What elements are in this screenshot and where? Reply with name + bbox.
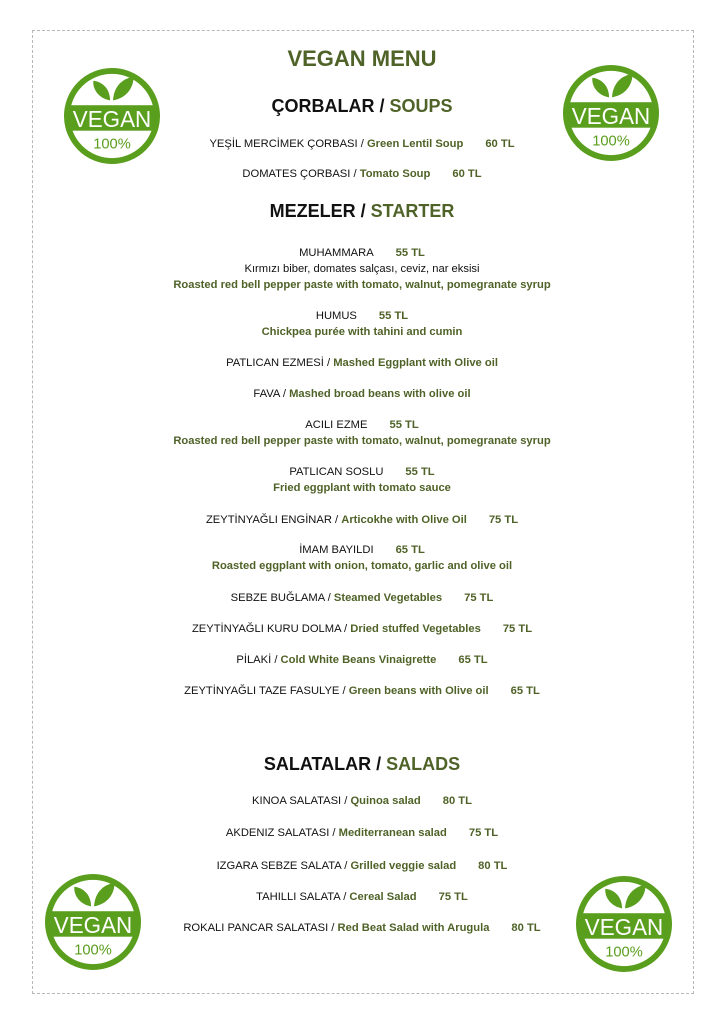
item-name-en: Mediterranean salad — [338, 827, 447, 839]
item-slash: / — [331, 514, 342, 526]
item-name-tr: ZEYTİNYAĞLI TAZE FASULYE — [184, 685, 340, 697]
item-slash: / — [341, 860, 351, 872]
item-name-tr: IZGARA SEBZE SALATA — [216, 860, 342, 872]
svg-text:VEGAN: VEGAN — [584, 913, 664, 940]
svg-text:100%: 100% — [592, 133, 630, 150]
section-heading-en: STARTER — [370, 201, 455, 221]
item-name-en: Steamed Vegetables — [333, 592, 443, 604]
item-slash: / — [271, 654, 281, 666]
item-name-en: Articokhe with Olive Oil — [341, 514, 467, 526]
section-heading — [0, 201, 724, 222]
item-slash: / — [340, 623, 351, 635]
item-slash: / — [339, 685, 349, 697]
item-name-en: Mashed broad beans with olive oil — [289, 388, 471, 400]
item-slash: / — [341, 795, 351, 807]
section-heading-en: SOUPS — [389, 96, 453, 116]
item-price: 75 TL — [464, 592, 494, 604]
svg-text:100%: 100% — [605, 944, 643, 961]
item-name-en: Mashed Eggplant with Olive oil — [333, 357, 498, 369]
item-name-tr: DOMATES ÇORBASI — [242, 168, 351, 180]
section-heading-tr: ÇORBALAR — [271, 96, 375, 116]
item-name-tr: İMAM BAYILDI — [299, 544, 374, 556]
menu-item — [0, 544, 724, 556]
item-price: 55 TL — [395, 247, 425, 259]
menu-item — [0, 310, 724, 322]
item-name-tr: ZEYTİNYAĞLI KURU DOLMA — [191, 623, 341, 635]
item-description-en: Fried eggplant with tomato sauce — [273, 482, 451, 494]
svg-text:VEGAN: VEGAN — [72, 105, 152, 132]
item-price: 80 TL — [511, 922, 541, 934]
item-price: 80 TL — [478, 860, 508, 872]
item-slash: / — [323, 357, 334, 369]
menu-item — [0, 623, 724, 635]
section-heading-en: SALADS — [386, 754, 461, 774]
item-name-en: Dried stuffed Vegetables — [350, 623, 481, 635]
item-name-tr: SEBZE BUĞLAMA — [230, 592, 325, 604]
item-price: 75 TL — [438, 891, 468, 903]
vegan-leaf-icon — [44, 873, 142, 971]
item-name-tr: KINOA SALATASI — [252, 795, 342, 807]
vegan-leaf-icon — [63, 67, 161, 165]
item-slash: / — [357, 138, 367, 150]
item-name-tr: PİLAKİ — [236, 654, 272, 666]
section-heading-slash: / — [371, 754, 387, 774]
svg-text:100%: 100% — [93, 136, 131, 153]
vegan-leaf-icon — [562, 64, 660, 162]
vegan-badge-logo — [562, 64, 660, 162]
item-name-en: Cold White Beans Vinaigrette — [280, 654, 437, 666]
item-slash: / — [279, 388, 290, 400]
svg-text:VEGAN: VEGAN — [571, 102, 651, 129]
item-price: 55 TL — [378, 310, 409, 322]
menu-item — [0, 592, 724, 604]
item-description-en: Chickpea purée with tahini and cumin — [261, 326, 463, 338]
vegan-leaf-icon — [575, 875, 673, 973]
item-name-tr: TAHILLI SALATA — [256, 891, 341, 903]
vegan-badge-logo — [44, 873, 142, 971]
item-slash: / — [350, 168, 360, 180]
item-name-tr: ROKALI PANCAR SALATASI — [183, 922, 329, 934]
item-name-en: Red Beat Salad with Arugula — [337, 922, 490, 934]
item-name-en: Cereal Salad — [349, 891, 417, 903]
item-name-tr: HUMUS — [315, 310, 357, 322]
item-name-tr: FAVA — [253, 388, 280, 400]
item-name-en: Quinoa salad — [350, 795, 421, 807]
svg-text:VEGAN: VEGAN — [53, 911, 133, 938]
menu-title: VEGAN MENU — [287, 46, 437, 71]
menu-item — [0, 795, 724, 807]
svg-text:100%: 100% — [74, 942, 112, 959]
item-name-tr: ZEYTİNYAĞLI ENGİNAR — [205, 514, 332, 526]
menu-item — [0, 466, 724, 478]
section-heading-slash: / — [374, 96, 390, 116]
item-price: 55 TL — [405, 466, 435, 478]
item-name-en: Tomato Soup — [359, 168, 431, 180]
item-name-tr: MUHAMMARA — [299, 247, 374, 259]
item-slash: / — [329, 827, 339, 839]
vegan-badge-logo — [575, 875, 673, 973]
section-heading-tr: SALATALAR — [263, 754, 372, 774]
menu-item — [0, 860, 724, 872]
menu-item — [0, 514, 724, 526]
item-price: 60 TL — [485, 138, 515, 150]
menu-item — [0, 419, 724, 431]
menu-item — [0, 168, 724, 180]
item-price: 60 TL — [452, 168, 482, 180]
item-name-tr: PATLICAN SOSLU — [289, 466, 384, 478]
item-name-tr: AKDENIZ SALATASI — [225, 827, 330, 839]
item-name-en: Green beans with Olive oil — [348, 685, 489, 697]
menu-item — [0, 685, 724, 697]
menu-item — [0, 247, 724, 259]
vegan-badge-logo — [63, 67, 161, 165]
item-price: 65 TL — [458, 654, 488, 666]
item-price: 75 TL — [468, 827, 499, 839]
menu-item — [0, 827, 724, 839]
menu-item — [0, 388, 724, 400]
item-price: 80 TL — [442, 795, 472, 807]
item-description-tr: Kırmızı biber, domates salçası, ceviz, nar eksisi — [244, 263, 480, 275]
menu-item — [0, 654, 724, 666]
item-description-en: Roasted red bell pepper paste with tomato, walnut, pomegranate syrup — [173, 279, 551, 291]
item-name-en: Green Lentil Soup — [366, 138, 464, 150]
item-price: 75 TL — [488, 514, 519, 526]
item-name-tr: PATLICAN EZMESİ — [226, 357, 324, 369]
section-heading-slash: / — [355, 201, 371, 221]
item-description-en: Roasted eggplant with onion, tomato, garlic and olive oil — [211, 560, 513, 572]
item-price: 65 TL — [395, 544, 425, 556]
menu-item — [0, 357, 724, 369]
section-heading-tr: MEZELER — [269, 201, 356, 221]
section-heading — [0, 754, 724, 775]
item-price: 75 TL — [502, 623, 533, 635]
item-name-tr: YEŞİL MERCİMEK ÇORBASI — [209, 138, 358, 150]
item-slash: / — [328, 922, 338, 934]
item-price: 55 TL — [389, 419, 419, 431]
item-name-en: Grilled veggie salad — [350, 860, 457, 872]
item-slash: / — [340, 891, 350, 903]
item-slash: / — [324, 592, 334, 604]
item-price: 65 TL — [510, 685, 540, 697]
item-name-tr: ACILI EZME — [305, 419, 368, 431]
item-description-en: Roasted red bell pepper paste with tomato, walnut, pomegranate syrup — [173, 435, 551, 447]
